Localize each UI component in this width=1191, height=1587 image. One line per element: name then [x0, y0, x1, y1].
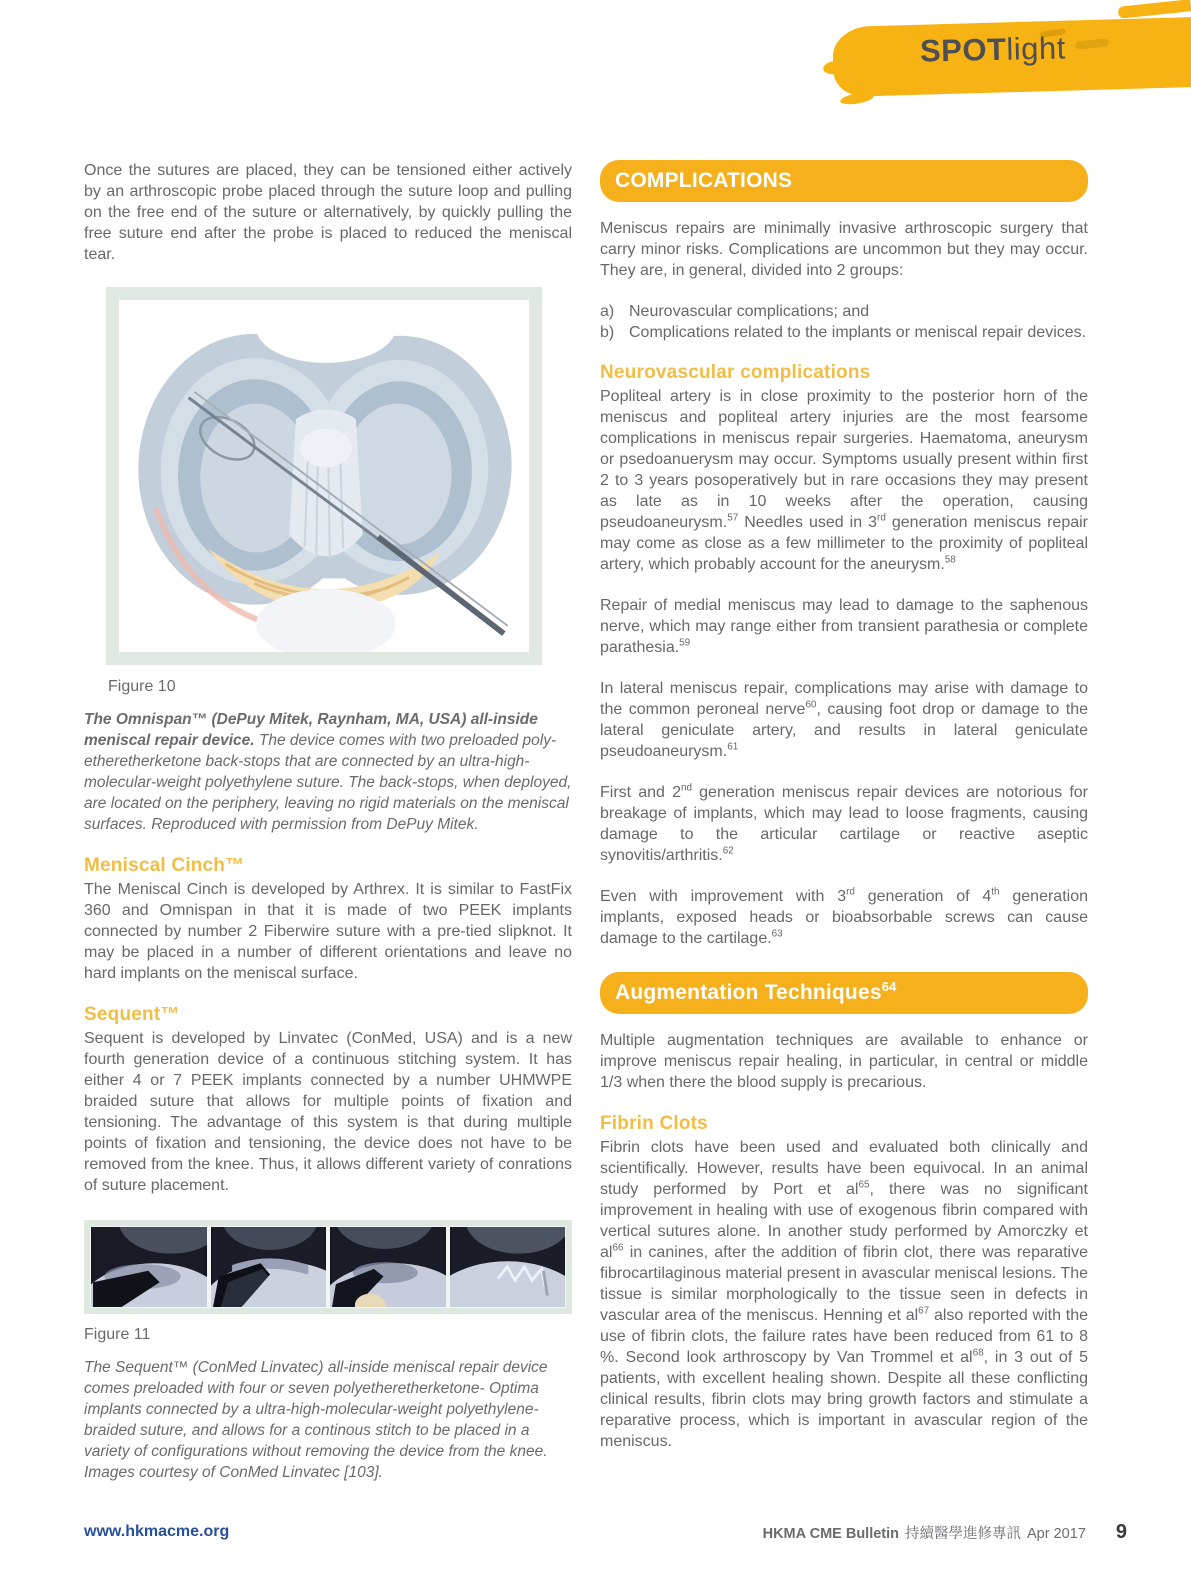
augmentation-banner: Augmentation Techniques$^{64}$	[600, 972, 1088, 1014]
figure11-photo-4	[450, 1227, 566, 1307]
figure11-photo-1	[91, 1227, 207, 1307]
list-marker-a: a)	[600, 303, 615, 320]
paragraph-meniscal-cinch: The Meniscal Cinch is developed by Arthrex. It is similar to FastFix 360 and Omnispan in that it is made of two PEEK implants connected by number 2 Fiberwire suture with a pre-tied slipknot. It may be placed in a number of different orientations and leave no hard implants on the meniscal surface.	[84, 881, 572, 982]
list-marker-b: b)	[600, 324, 615, 341]
knee-meniscus-illustration	[119, 300, 529, 652]
left-column	[84, 160, 572, 1503]
spotlight-title	[920, 30, 1067, 69]
paragraph-fibrin: Fibrin clots have been used and evaluated both clinically and scientifically. However, results have been equivocal. In an animal study performed by Port et $al^{65}$, there was no significant improvement in healing with use of exogenous fibrin compared with vertical sutures alone. In another study performed by Amorczky et $al^{66}$ in canines, after the addition of fibrin clot, there was reparative fibrocartilaginous material present in avascular meniscal lesions. The tissue is similar morphologically to the tissue seen in defects in vascular area of the meniscus. Henning et $al^{67}$ also reported with the use of fibrin clots, the failure rates have been reduced from 61 to 8 %. Second look arthroscopy by Van Trommel et $al^{68}$, in 3 out of 5 patients, with excellent healing shown. Despite all these conflicting clinical results, fibrin clots may bring growth factors and stimulate a reparative process, which is important in avascular region of the meniscus.	[600, 1139, 1088, 1450]
figure10-label: Figure 10	[108, 678, 176, 695]
paragraph-complications-intro: Meniscus repairs are minimally invasive arthroscopic surgery that carry minor risks. Complications are uncommon but they may occur. They are, in general, divided into 2 groups:	[600, 220, 1088, 279]
figure11-photo-3	[330, 1227, 446, 1307]
spotlight-title-bold: SPOT	[919, 31, 1007, 69]
paragraph-augmentation-intro: Multiple augmentation techniques are available to enhance or improve meniscus repair healing, in particular, in central or middle 1/3 when there the blood supply is precarious.	[600, 1032, 1088, 1091]
figure10-caption-bold: The Omnispan™ (DePuy Mitek, Raynham, MA, USA) all-inside meniscal repair device.	[84, 711, 538, 749]
spotlight-title-light: light	[1006, 30, 1067, 67]
paragraph-neuro-4: First and 2nd generation meniscus repair devices are notorious for breakage of implants, which may lead to loose fragments, causing damage to the articular cartilage or reactive aseptic synovitis/arthritis.$^{62}$	[600, 782, 1088, 864]
paragraph-neuro-1: Popliteal artery is in close proximity to the posterior horn of the meniscus and popliteal artery injuries are the most fearsome complications in meniscus repair surgeries. Haematoma, aneurysm or psedoanuerysm may occur. Symptoms usually present within first 2 to 3 years posoperatively but in rare occasions they may present as late as in 10 weeks after the operation, causing pseudoaneurysm.$^{57}$ Needles used in 3rd generation meniscus repair may come as close as a few millimeter to the proximity of popliteal artery, which probably account for the aneurysm.$^{58}$	[600, 388, 1089, 573]
footer-bulletin-name: HKMA CME Bulletin	[762, 1526, 900, 1542]
heading-meniscal-cinch: Meniscal Cinch™	[84, 855, 245, 876]
figure11-caption: The Sequent™ (ConMed Linvatec) all-inside meniscal repair device comes preloaded with four or seven polyetheretherketone- Optima implants connected by a ultra-high-molecular-weight polyethylene-braided suture, and allows for a continous stitch to be placed in a variety of configurations without removing the device from the knee. Images courtesy of ConMed Linvatec [103].	[84, 1359, 548, 1481]
heading-fibrin-clots: Fibrin Clots	[600, 1113, 708, 1134]
footer-page-number: 9	[1115, 1521, 1127, 1543]
footer-bulletin-info	[763, 1521, 1127, 1544]
complications-banner: COMPLICATIONS	[600, 160, 1088, 202]
list-item-a	[600, 301, 1088, 322]
list-item-b	[600, 322, 1088, 343]
paragraph-neuro-5: Even with improvement with 3rd generation of 4th generation implants, exposed heads or bioabsorbable screws can cause damage to the cartilage.$^{63}$	[600, 886, 1088, 947]
figure10-caption	[84, 709, 572, 835]
footer-bulletin-chinese: 持續醫學進修專訊	[905, 1526, 1022, 1542]
figure11-image	[84, 1220, 572, 1314]
list-text-a: Neurovascular complications; and	[629, 303, 870, 320]
paragraph-neuro-3: In lateral meniscus repair, complications may arise with damage to the common peroneal nerve$^{60}$, causing foot drop or damage to the lateral geniculate artery, and results in lateral geniculate pseudoaneurysm.$^{61}$	[600, 680, 1088, 760]
brush-streak-icon	[1118, 0, 1191, 19]
figure10-caption-rest: The device comes with two preloaded poly-etheretherketone back-stops that are connected by an ultra-high-molecular-weight polyethylene suture. The back-stops, when deployed, are located on the periphery, leaving no rigid materials on the meniscal surfaces. Reproduced with permission from DePuy Mitek.	[84, 732, 572, 833]
heading-neurovascular: Neurovascular complications	[600, 362, 871, 383]
paragraph-sequent: Sequent is developed by Linvatec (ConMed, USA) and is a new fourth generation device of a continuous stitching system. It has either 4 or 7 PEEK implants connected by a number UHMWPE braided suture that allows for multiple points of fixation and tensioning. The advantage of this system is that during multiple points of fixation and tensioning, the device does not have to be removed from the knee. Thus, it allows different variety of conrations of suture placement.	[84, 1030, 572, 1194]
heading-sequent: Sequent™	[84, 1004, 180, 1025]
figure10-image	[106, 287, 542, 665]
footer-website-link[interactable]: www.hkmacme.org	[84, 1523, 230, 1540]
list-text-b: Complications related to the implants or meniscal repair devices.	[629, 324, 1087, 341]
right-column	[600, 160, 1088, 1472]
complications-list	[600, 301, 1088, 343]
intro-paragraph: Once the sutures are placed, they can be tensioned either actively by an arthroscopic probe placed through the suture loop and pulling on the free end of the suture or alternatively, by quickly pulling the free suture end after the probe is placed to reduced the meniscal tear.	[84, 162, 572, 263]
figure11-label: Figure 11	[84, 1326, 151, 1343]
figure11-photo-2	[211, 1227, 327, 1307]
footer-date: Apr 2017	[1027, 1526, 1086, 1542]
paragraph-neuro-2: Repair of medial meniscus may lead to damage to the saphenous nerve, which may range either from transient parathesia or complete parathesia.$^{59}$	[600, 597, 1088, 656]
